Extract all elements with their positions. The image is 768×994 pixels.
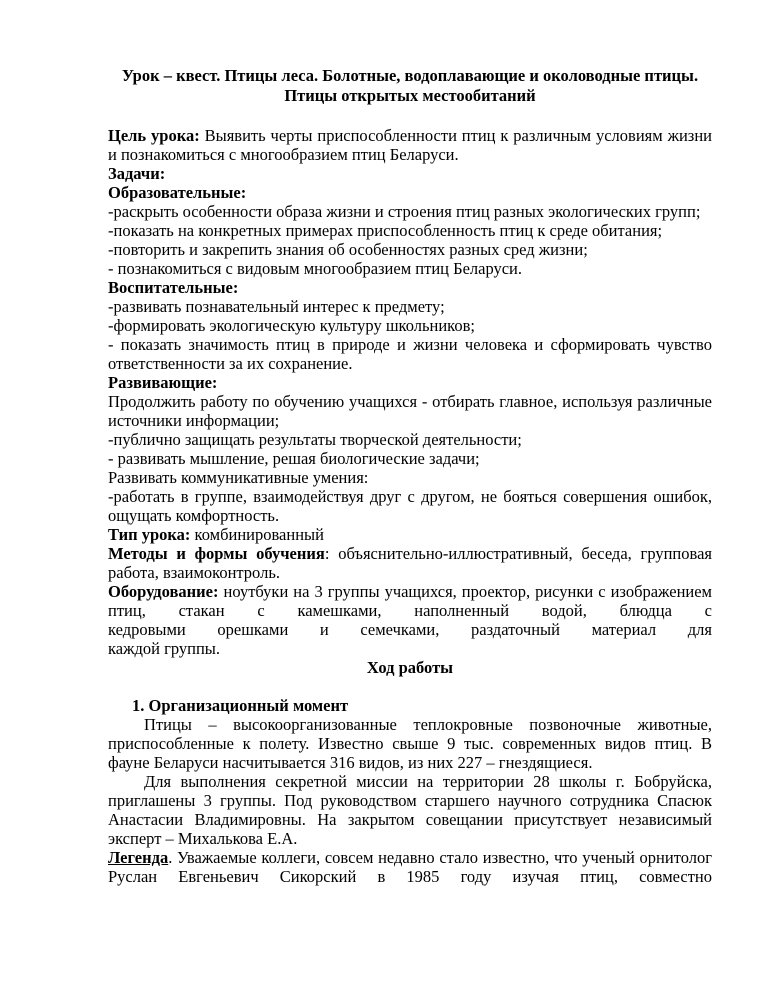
- lesson-type-paragraph: [108, 525, 712, 544]
- equipment-line: [108, 620, 712, 639]
- methods-label: Методы и формы обучения: [108, 544, 325, 563]
- section-1-paragraph: Птицы – высокоорганизованные теплокровные позвоночные животные, приспособленные к полету. Известно свыше 9 тыс. современных видов птиц. В фауне Беларуси насчитывается 316 видов, из них 227 – гнездящиеся.: [108, 715, 712, 772]
- document-title: Урок – квест. Птицы леса. Болотные, водоплавающие и околоводные птицы. Птицы открытых местообитаний: [121, 66, 699, 105]
- equipment-word: орешками: [217, 620, 289, 639]
- goal-paragraph: [108, 126, 712, 164]
- educational-label: Образовательные:: [108, 183, 247, 202]
- lesson-type-label: Тип урока:: [108, 525, 191, 544]
- legend-label: Легенда: [108, 848, 169, 867]
- equipment-paragraph: [108, 582, 712, 620]
- equipment-word: раздаточный: [471, 620, 560, 639]
- upbringing-label: Воспитательные:: [108, 278, 239, 297]
- educational-item: -раскрыть особенности образа жизни и строения птиц разных экологических групп;: [108, 202, 701, 221]
- upbringing-item: -развивать познавательный интерес к предмету;: [108, 297, 445, 316]
- developing-label: Развивающие:: [108, 373, 218, 392]
- equipment-word: и: [319, 620, 329, 639]
- upbringing-item: -формировать экологическую культуру школьников;: [108, 316, 475, 335]
- tasks-label: Задачи:: [108, 164, 166, 183]
- educational-item: - познакомиться с видовым многообразием птиц Беларуси.: [108, 259, 523, 278]
- equipment-word: кедровыми: [108, 620, 186, 639]
- document-page: [108, 66, 712, 886]
- developing-item: Развивать коммуникативные умения:: [108, 468, 369, 487]
- equipment-word: семечками,: [360, 620, 440, 639]
- developing-item: Продолжить работу по обучению учащихся - отбирать главное, используя различные источники информации;: [108, 392, 712, 430]
- developing-item: -работать в группе, взаимодействуя друг с другом, не бояться совершения ошибок, ощущать комфортность.: [108, 487, 712, 525]
- equipment-label: Оборудование:: [108, 582, 219, 601]
- section-1-paragraph: Для выполнения секретной миссии на территории 28 школы г. Бобруйска, приглашены 3 группы. Под руководством старшего научного сотрудника Спасюк Анастасии Владимировны. На закрытом совещании присутствует независимый эксперт – Михалькова Е.А.: [108, 772, 712, 848]
- equipment-word: для: [687, 620, 712, 639]
- equipment-word: материал: [591, 620, 657, 639]
- goal-text: Выявить черты приспособленности птиц к различным условиям жизни и познакомиться с многообразием птиц Беларуси.: [108, 126, 712, 164]
- legend-text: . Уважаемые коллеги, совсем недавно стало известно, что ученый орнитолог Руслан Евгеньевич Сикорский в 1985 году изучая птиц, совместно: [108, 848, 712, 886]
- progress-heading: Ход работы: [366, 658, 454, 677]
- section-1-heading: 1. Организационный момент: [132, 696, 349, 715]
- developing-item: - развивать мышление, решая биологические задачи;: [108, 449, 480, 468]
- methods-text: : объяснительно-иллюстративный, беседа, групповая работа, взаимоконтроль.: [108, 544, 712, 582]
- goal-label: Цель урока:: [108, 126, 200, 145]
- equipment-last-line: каждой группы.: [108, 639, 221, 658]
- upbringing-item: - показать значимость птиц в природе и жизни человека и сформировать чувство ответственности за их сохранение.: [108, 335, 712, 373]
- developing-item: -публично защищать результаты творческой деятельности;: [108, 430, 522, 449]
- educational-item: -показать на конкретных примерах приспособленность птиц к среде обитания;: [108, 221, 663, 240]
- legend-paragraph: [108, 848, 712, 886]
- methods-paragraph: [108, 544, 712, 582]
- equipment-text: ноутбуки на 3 группы учащихся, проектор, рисунки с изображением птиц, стакан с камешками, наполненный водой, блюдца с: [108, 582, 712, 620]
- lesson-type-text: комбинированный: [190, 525, 324, 544]
- educational-item: -повторить и закрепить знания об особенностях разных сред жизни;: [108, 240, 588, 259]
